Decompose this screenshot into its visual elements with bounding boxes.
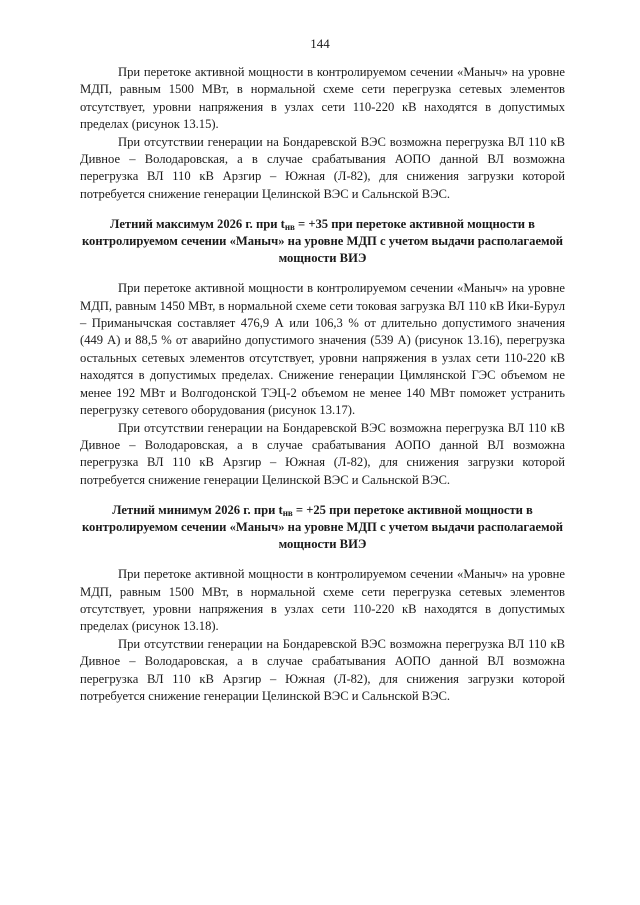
section-heading <box>80 502 565 553</box>
heading-text: = +35 при перетоке активной мощности в контролируемом сечении «Маныч» на уровне МДП с учетом выдачи располагаемой мощности ВИЭ <box>81 217 564 266</box>
page-number: 144 <box>310 36 330 51</box>
heading-subscript: нв <box>284 222 295 233</box>
page-content <box>80 64 565 705</box>
paragraph: При отсутствии генерации на Бондаревской ВЭС возможна перегрузка ВЛ 110 кВ Дивное – Володаровская, а в случае срабатывания АОПО данной ВЛ возможна перегрузка ВЛ 110 кВ Арзгир – Южная (Л-82), для снижения загрузки которой потребуется снижение генерации Целинской ВЭС и Сальнской ВЭС. <box>80 420 565 487</box>
paragraph: При перетоке активной мощности в контролируемом сечении «Маныч» на уровне МДП, равным 1500 МВт, в нормальной схеме сети перегрузка сетевых элементов отсутствует, уровни напряжения в узлах сети 110-220 кВ находятся в допустимых пределах (рисунок 13.18). <box>80 567 565 634</box>
heading-text: Летний минимум 2026 г. при t <box>112 503 283 518</box>
heading-text: Летний максимум 2026 г. при t <box>110 217 285 232</box>
paragraph: При перетоке активной мощности в контролируемом сечении «Маныч» на уровне МДП, равным 1450 МВт, в нормальной схеме сети токовая загрузка ВЛ 110 кВ Ики-Бурул – Приманычская составляет 476,9 А или 106,3 % от длительно допустимого значения (449 А) и 88,5 % от аварийно допустимого значения (539 А) (рисунок 13.16), перегрузка остальных сетевых элементов отсутствует, уровни напряжения в узлах сети 110-220 кВ находятся в допустимых пределах. Снижение генерации Цимлянской ГЭС объемом не менее 192 МВт и Волгодонской ТЭЦ-2 объемом не менее 140 МВт поможет устранить перегрузку сетевого оборудования (рисунок 13.17). <box>80 281 565 418</box>
heading-text: = +25 при перетоке активной мощности в контролируемом сечении «Маныч» на уровне МДП с учетом выдачи располагаемой мощности ВИЭ <box>81 503 564 552</box>
paragraph: При отсутствии генерации на Бондаревской ВЭС возможна перегрузка ВЛ 110 кВ Дивное – Володаровская, а в случае срабатывания АОПО данной ВЛ возможна перегрузка ВЛ 110 кВ Арзгир – Южная (Л-82), для снижения загрузки которой потребуется снижение генерации Целинской ВЭС и Сальнской ВЭС. <box>80 134 565 201</box>
heading-subscript: нв <box>282 508 293 519</box>
paragraph: При перетоке активной мощности в контролируемом сечении «Маныч» на уровне МДП, равным 1500 МВт, в нормальной схеме сети перегрузка сетевых элементов отсутствует, уровни напряжения в узлах сети 110-220 кВ находятся в допустимых пределах (рисунок 13.15). <box>80 65 565 132</box>
paragraph: При отсутствии генерации на Бондаревской ВЭС возможна перегрузка ВЛ 110 кВ Дивное – Володаровская, а в случае срабатывания АОПО данной ВЛ возможна перегрузка ВЛ 110 кВ Арзгир – Южная (Л-82), для снижения загрузки которой потребуется снижение генерации Целинской ВЭС и Сальнской ВЭС. <box>80 636 565 703</box>
section-heading <box>80 216 565 267</box>
